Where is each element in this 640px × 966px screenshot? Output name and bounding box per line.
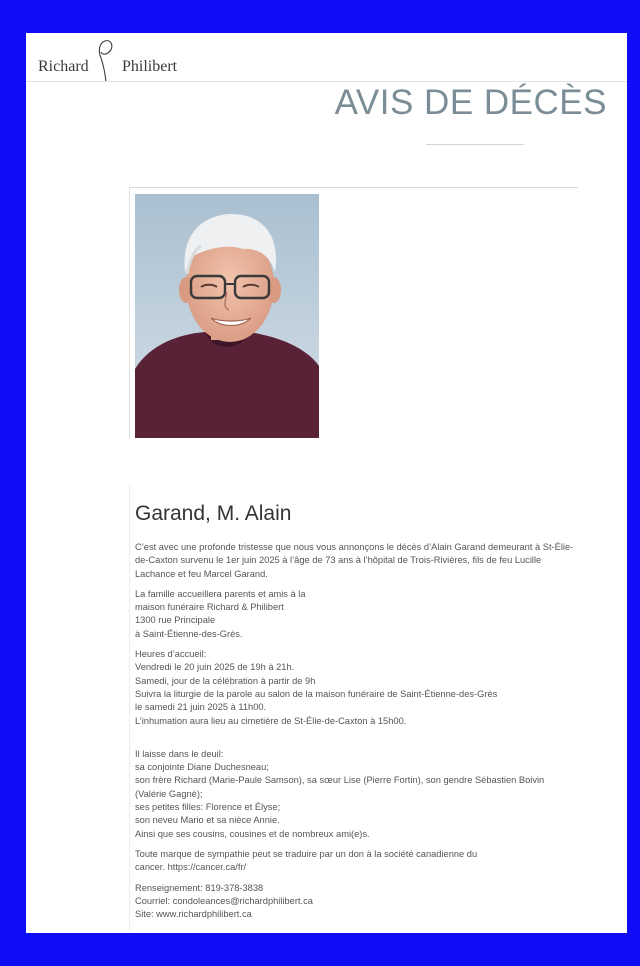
hours-line: Suivra la liturgie de la parole au salon de la maison funéraire de Saint-Étienne-des-Grès: [135, 688, 498, 699]
header-divider: [26, 81, 627, 82]
welcome-paragraph: [135, 588, 575, 641]
mourners-line: Il laisse dans le deuil:: [135, 748, 224, 759]
obituary-text: [135, 541, 575, 928]
mourners-line: son neveu Mario et sa nièce Annie.: [135, 815, 280, 826]
deceased-name: Garand, M. Alain: [135, 502, 292, 525]
hours-line: le samedi 21 juin 2025 à 11h00.: [135, 702, 267, 713]
welcome-line: 1300 rue Principale: [135, 615, 216, 626]
mourners-line: ses petites filles: Florence et Élyse;: [135, 802, 281, 813]
hours-line: Samedi, jour de la célébration à partir de 9h: [135, 675, 316, 686]
obituary-page: [26, 33, 627, 933]
title-underline: [426, 144, 524, 145]
hours-paragraph: [135, 648, 575, 728]
hours-line: Heures d’accueil:: [135, 649, 207, 660]
contact-paragraph: [135, 882, 575, 922]
mourners-paragraph: [135, 748, 575, 841]
donation-text: Toute marque de sympathie peut se traduire par un don à la société canadienne du cancer.: [135, 848, 478, 873]
hours-line: L’inhumation aura lieu au cimetière de St-Élie-de-Caxton à 15h00.: [135, 715, 407, 726]
logo-word-richard: Richard: [38, 58, 89, 75]
card-top-border: [129, 187, 578, 188]
contact-email[interactable]: Courriel: condoleances@richardphilibert.ca: [135, 895, 313, 906]
welcome-line: La famille accueillera parents et amis à la: [135, 588, 306, 599]
donation-link[interactable]: https://cancer.ca/fr/: [167, 862, 247, 873]
mourners-line: sa conjointe Diane Duchesneau;: [135, 762, 269, 773]
contact-website[interactable]: Site: www.richardphilibert.ca: [135, 909, 252, 920]
logo-word-philibert: Philibert: [122, 58, 178, 75]
card-left-border: [129, 187, 130, 439]
page-title: AVIS DE DÉCÈS: [334, 83, 607, 122]
intro-paragraph: C’est avec une profonde tristesse que nous vous annonçons le décès d’Alain Garand demeurant à St-Élie-de-Caxton survenu le 1er juin 2025 à l’âge de 73 ans à l’hôpital de Trois-Rivières, fils de feu Lucille Lachance et feu Marcel Garand.: [135, 542, 574, 579]
card-left-border-lower: [129, 485, 130, 930]
hours-line: Vendredi le 20 juin 2025 de 19h à 21h.: [135, 662, 295, 673]
donation-paragraph: [135, 848, 485, 875]
mourners-line: son frère Richard (Marie-Paule Samson), sa sœur Lise (Pierre Fortin), son gendre Sébastien Boivin (Valérie Gagné);: [135, 775, 545, 799]
mourners-line: Ainsi que ses cousins, cousines et de nombreux ami(e)s.: [135, 828, 370, 839]
logo-flourish-icon: [93, 38, 117, 84]
welcome-line: maison funéraire Richard & Philibert: [135, 602, 284, 613]
contact-phone: Renseignement: 819-378-3838: [135, 882, 264, 893]
deceased-portrait: [135, 194, 319, 438]
welcome-line: à Saint-Étienne-des-Grès.: [135, 628, 243, 639]
